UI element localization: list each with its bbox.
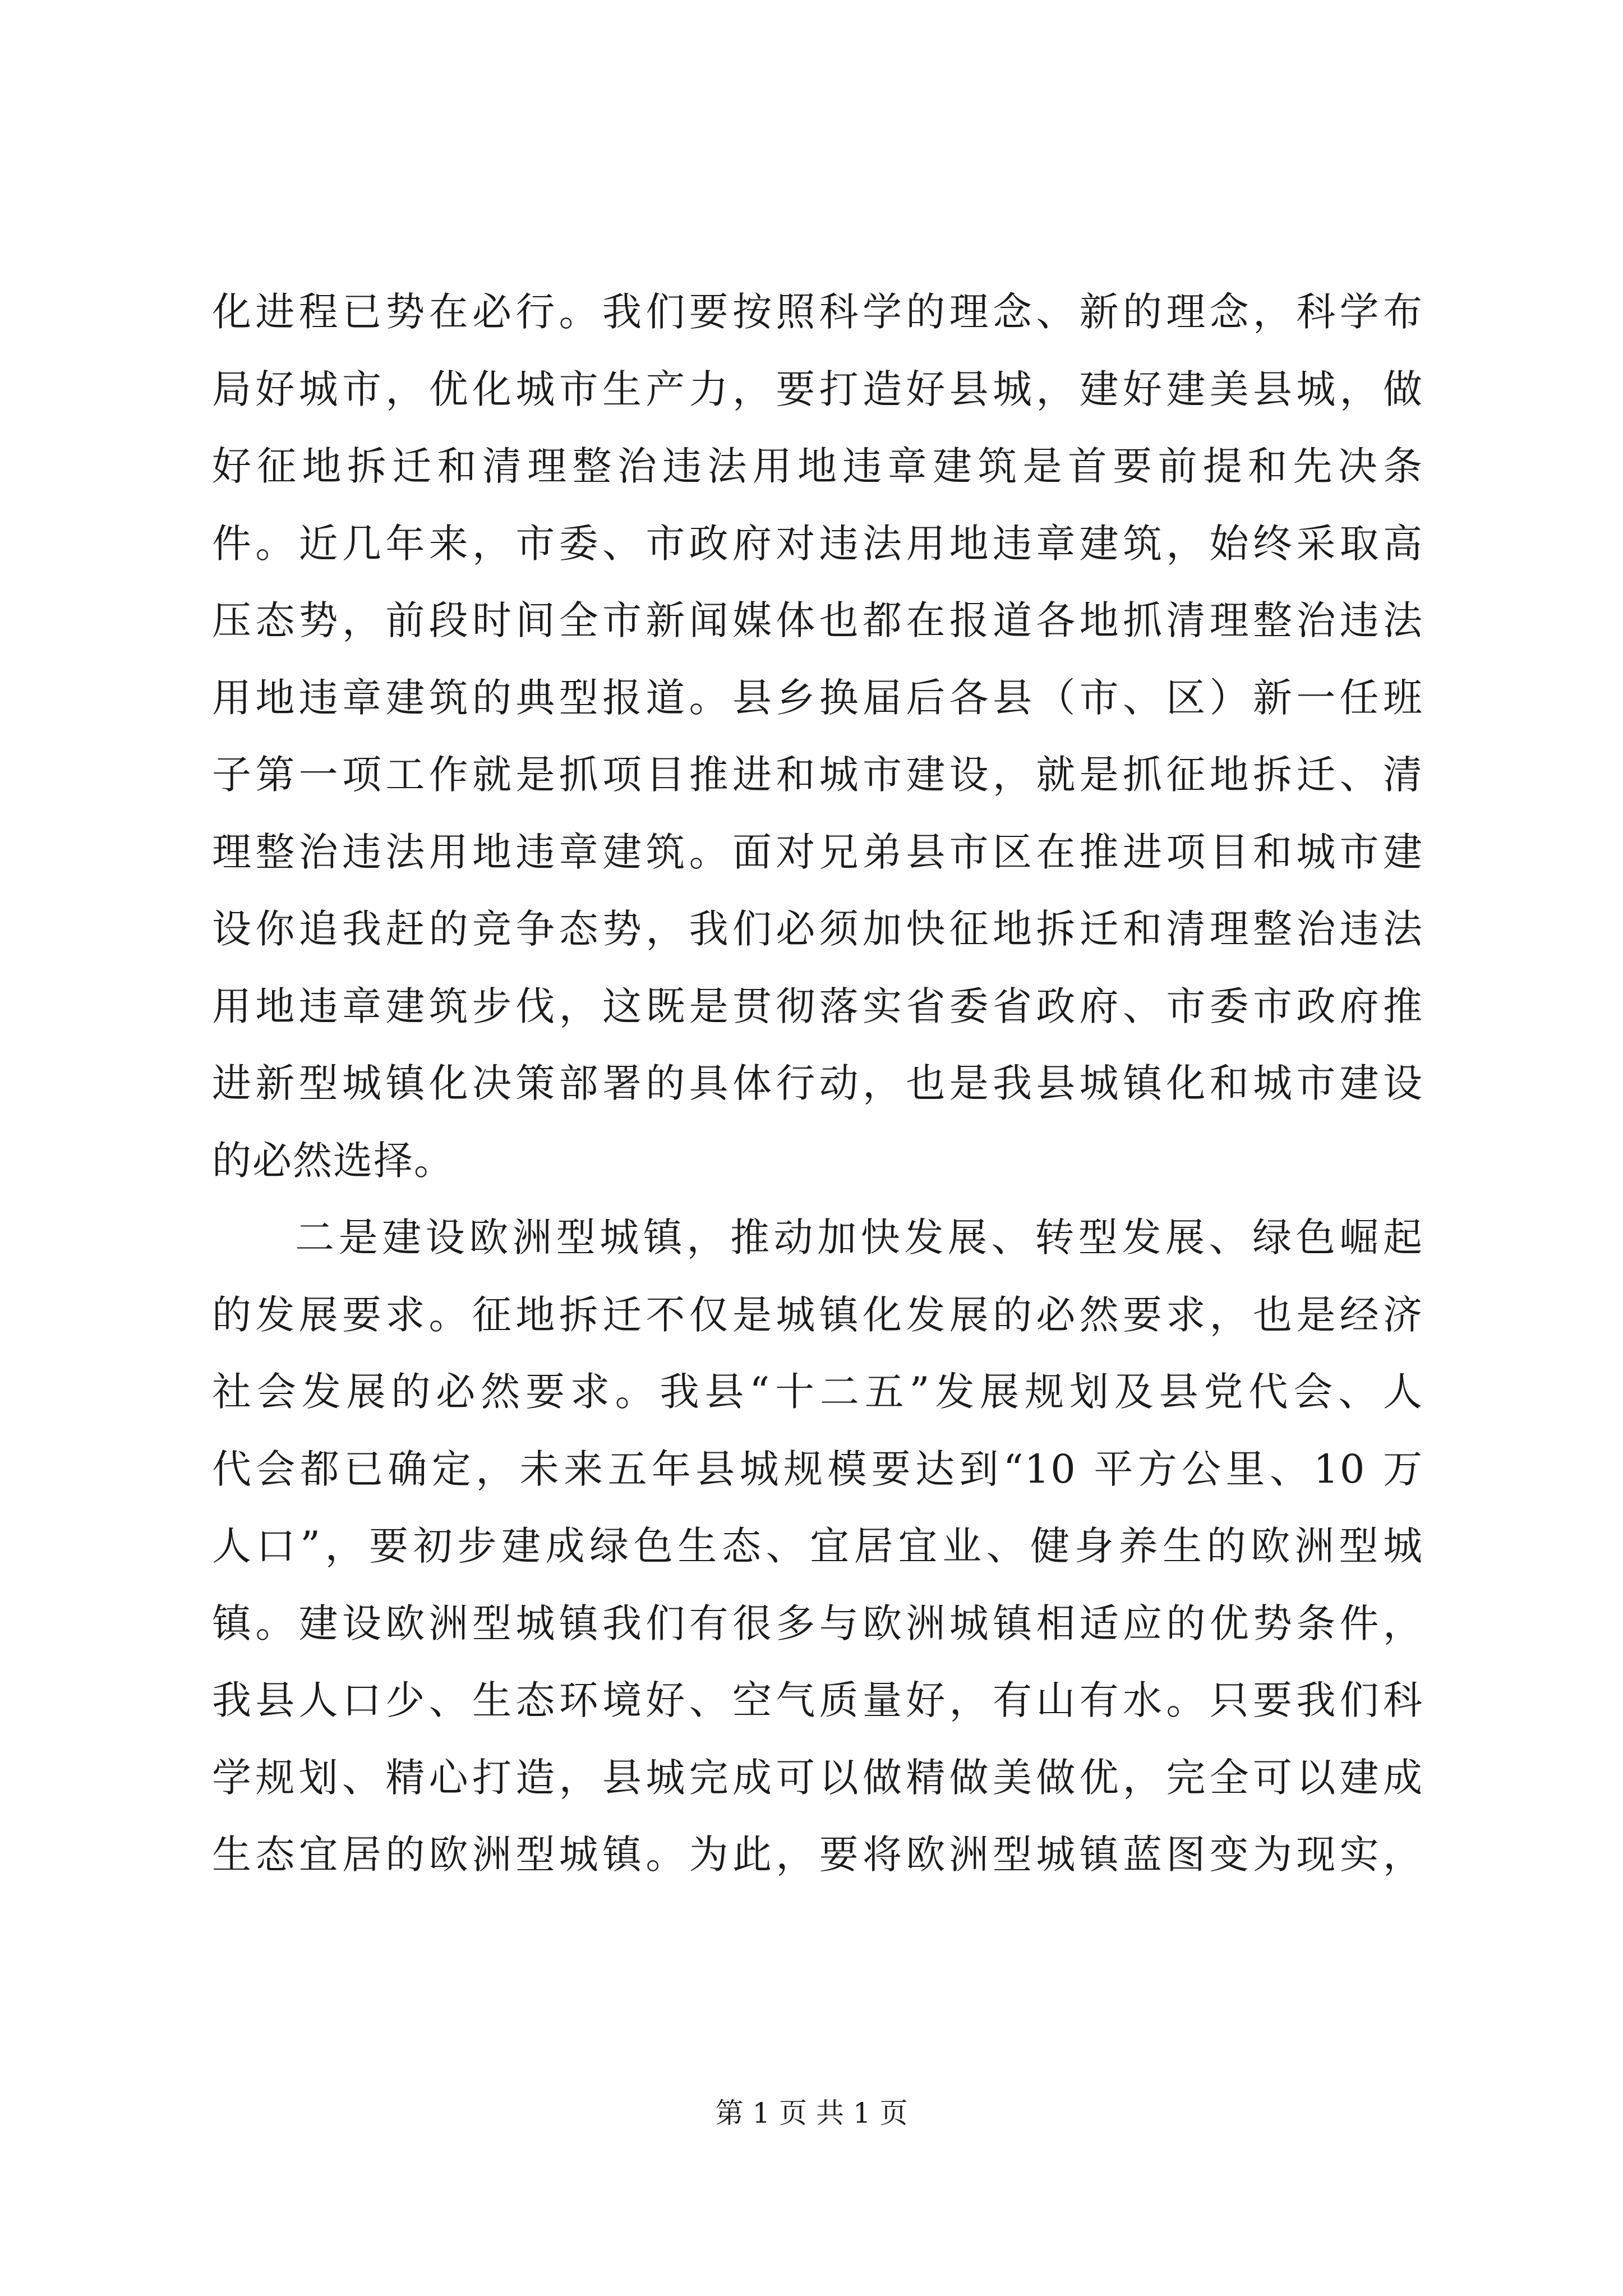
text-line: 进新型城镇化决策部署的具体行动，也是我县城镇化和城市建设 [212,1060,1423,1106]
paragraph-end-line: 的必然选择。 [212,1137,454,1184]
text-line: 生态宜居的欧洲型城镇。为此，要将欧洲型城镇蓝图变为现实， [212,1832,1423,1878]
document-body [212,274,1423,1894]
text-line: 理整治违法用地违章建筑。面对兄弟县市区在推进项目和城市建 [212,829,1423,875]
page-footer: 第 1 页 共 1 页 [715,2097,908,2129]
text-line: 局好城市，优化城市生产力，要打造好县城，建好建美县城，做 [212,366,1423,412]
text-line: 压态势，前段时间全市新闻媒体也都在报道各地抓清理整治违法 [212,597,1423,643]
text-line: 社会发展的必然要求。我县“十二五”发展规划及县党代会、人 [212,1369,1423,1415]
text-line: 子第一项工作就是抓项目推进和城市建设，就是抓征地拆迁、清 [212,752,1423,798]
text-line: 用地违章建筑的典型报道。县乡换届后各县（市、区）新一任班 [212,674,1423,721]
text-line: 件。近几年来，市委、市政府对违法用地违章建筑，始终采取高 [212,520,1423,567]
text-line: 我县人口少、生态环境好、空气质量好，有山有水。只要我们科 [212,1677,1423,1723]
text-line: 用地违章建筑步伐，这既是贯彻落实省委省政府、市委市政府推 [212,983,1423,1029]
text-line: 化进程已势在必行。我们要按照科学的理念、新的理念，科学布 [212,289,1423,335]
text-line: 学规划、精心打造，县城完成可以做精做美做优，完全可以建成 [212,1754,1423,1801]
text-line: 的发展要求。征地拆迁不仅是城镇化发展的必然要求，也是经济 [212,1291,1423,1338]
text-line: 设你追我赶的竞争态势，我们必须加快征地拆迁和清理整治违法 [212,906,1423,952]
text-line: 代会都已确定，未来五年县城规模要达到“10 平方公里、10 万 [212,1446,1423,1492]
text-line: 镇。建设欧洲型城镇我们有很多与欧洲城镇相适应的优势条件， [212,1600,1423,1646]
paragraph-start-line: 二是建设欧洲型城镇，推动加快发展、转型发展、绿色崛起 [295,1214,1423,1260]
text-line: 人口”，要初步建成绿色生态、宜居宜业、健身养生的欧洲型城 [212,1523,1423,1569]
text-line: 好征地拆迁和清理整治违法用地违章建筑是首要前提和先决条 [212,443,1423,489]
